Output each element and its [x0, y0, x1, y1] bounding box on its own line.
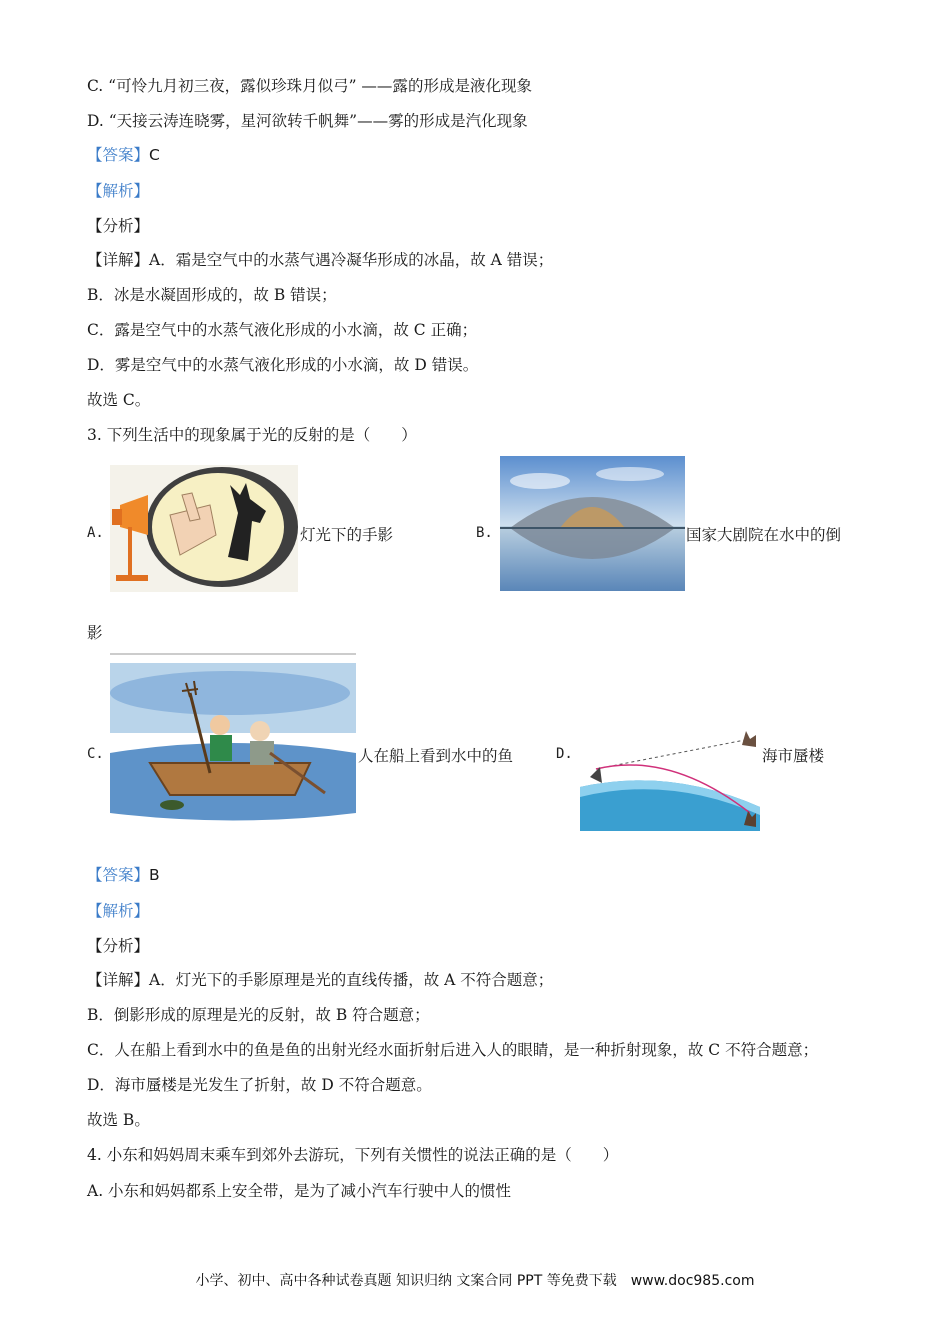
mirage-diagram-image — [580, 727, 760, 831]
analysis-tag: 【解析】 — [87, 902, 150, 920]
answer-tag: 【答案】 — [87, 866, 150, 884]
hand-shadow-image — [110, 465, 298, 592]
q3-choose: 故选 B。 — [87, 1111, 150, 1129]
q2-answer-line — [87, 145, 160, 165]
q3-option-b-text: 国家大剧院在水中的倒 — [686, 526, 842, 544]
detail-text: A．灯光下的手影原理是光的直线传播，故 A 不符合题意； — [149, 971, 554, 989]
boat-fishing-image — [110, 653, 356, 833]
q3-option-d-text: 海市蜃楼 — [762, 747, 825, 765]
q4-option-a: A. 小东和妈妈都系上安全带，是为了减小汽车行驶中人的惯性 — [87, 1182, 512, 1200]
detail-tag: 【详解】 — [87, 251, 150, 269]
answer-value: C — [149, 146, 160, 164]
answer-tag: 【答案】 — [87, 146, 150, 164]
q3-option-c-label: C. — [87, 746, 104, 762]
grand-theatre-reflection-image — [500, 456, 685, 591]
fenxi-tag: 【分析】 — [87, 937, 150, 955]
q3-detail-d: D．海市蜃楼是光发生了折射，故 D 不符合题意。 — [87, 1076, 432, 1094]
q3-stem: 3. 下列生活中的现象属于光的反射的是（ ） — [87, 426, 417, 444]
q3-option-b-label: B. — [476, 525, 493, 541]
analysis-tag: 【解析】 — [87, 182, 150, 200]
q3-option-a-label: A. — [87, 525, 104, 541]
q2-detail-c: C．露是空气中的水蒸气液化形成的小水滴，故 C 正确； — [87, 321, 478, 339]
q3-option-c-text: 人在船上看到水中的鱼 — [358, 747, 514, 765]
q3-option-b-wrap: 影 — [87, 624, 103, 642]
page-footer: 小学、初中、高中各种试卷真题 知识归纳 文案合同 PPT 等免费下载 www.doc985.com — [195, 1273, 755, 1289]
fenxi-tag: 【分析】 — [87, 217, 150, 235]
answer-value: B — [149, 866, 160, 884]
q3-option-d-label: D. — [556, 746, 573, 762]
q2-choose: 故选 C。 — [87, 391, 151, 409]
q2-option-d: D. “天接云涛连晓雾，星河欲转千帆舞”——雾的形成是汽化现象 — [87, 112, 528, 130]
q2-option-c: C. “可怜九月初三夜，露似珍珠月似弓” ——露的形成是液化现象 — [87, 77, 532, 95]
q3-detail-c: C．人在船上看到水中的鱼是鱼的出射光经水面折射后进入人的眼睛，是一种折射现象，故 C 不符合题意； — [87, 1041, 819, 1059]
q3-detail-a — [87, 970, 553, 990]
q3-answer-line — [87, 865, 160, 885]
q2-detail-d: D．雾是空气中的水蒸气液化形成的小水滴，故 D 错误。 — [87, 356, 479, 374]
detail-text: A．霜是空气中的水蒸气遇冷凝华形成的冰晶，故 A 错误； — [149, 251, 554, 269]
detail-tag: 【详解】 — [87, 971, 150, 989]
q2-detail-b: B．冰是水凝固形成的，故 B 错误； — [87, 286, 337, 304]
q3-detail-b: B．倒影形成的原理是光的反射，故 B 符合题意； — [87, 1006, 430, 1024]
q2-detail-a — [87, 250, 553, 270]
q3-option-a-text: 灯光下的手影 — [300, 526, 394, 544]
q4-stem: 4. 小东和妈妈周末乘车到郊外去游玩，下列有关惯性的说法正确的是（ ） — [87, 1146, 619, 1164]
